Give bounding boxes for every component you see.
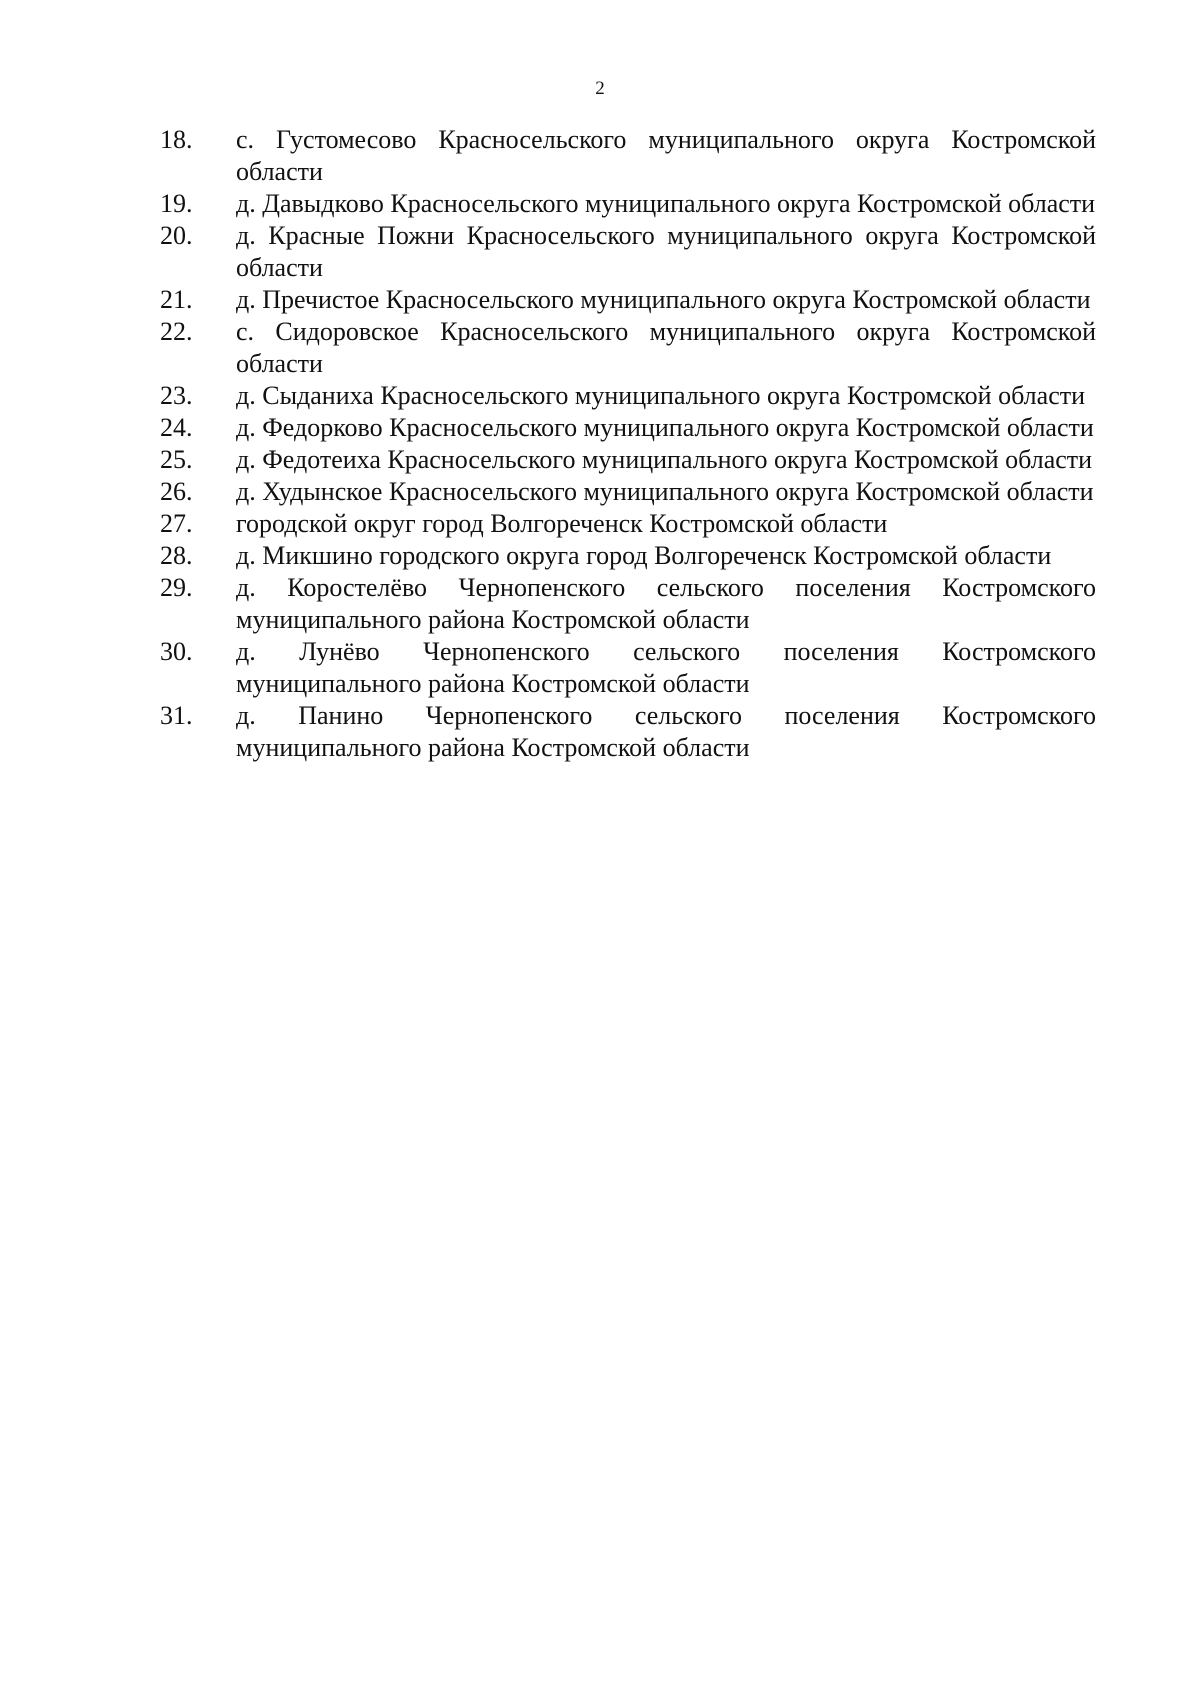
page-number: 2 — [595, 78, 605, 99]
list-item — [160, 444, 1096, 476]
list-item-text: с. Сидоровское Красносельского муниципального округа Костромской области — [236, 317, 1096, 378]
list-item-text: д. Федотеиха Красносельского муниципального округа Костромской области — [236, 445, 1093, 474]
list-item-number: 25. — [160, 445, 193, 474]
list-item-number: 23. — [160, 381, 193, 410]
list-item-number: 20. — [160, 221, 193, 250]
list-item-text: д. Панино Чернопенского сельского поселения Костромского муниципального района Костромской области — [236, 701, 1096, 762]
list-item-number: 22. — [160, 317, 193, 346]
list-item-number: 27. — [160, 509, 193, 538]
list-item-text: д. Сыданиха Красносельского муниципального округа Костромской области — [236, 381, 1086, 410]
list-item — [160, 700, 1096, 764]
list-item-number: 29. — [160, 573, 193, 602]
list-item-text: городской округ город Волгореченск Костромской области — [236, 509, 888, 538]
list-item — [160, 572, 1096, 636]
list-item — [160, 412, 1096, 444]
list-item-number: 26. — [160, 477, 193, 506]
list-item-number: 30. — [160, 637, 193, 666]
list-item-text: д. Федорково Красносельского муниципального округа Костромской области — [236, 413, 1094, 442]
list-item — [160, 316, 1096, 380]
list-item — [160, 124, 1096, 188]
list-item-text: д. Лунёво Чернопенского сельского поселения Костромского муниципального района Костромской области — [236, 637, 1096, 698]
list-item — [160, 476, 1096, 508]
settlement-list — [160, 124, 1096, 764]
list-item-number: 24. — [160, 413, 193, 442]
list-item — [160, 508, 1096, 540]
list-item-number: 18. — [160, 125, 193, 154]
list-item — [160, 380, 1096, 412]
list-item — [160, 188, 1096, 220]
list-item — [160, 636, 1096, 700]
list-item — [160, 220, 1096, 284]
list-item-text: д. Коростелёво Чернопенского сельского поселения Костромского муниципального района Костромской области — [236, 573, 1096, 634]
list-item-number: 21. — [160, 285, 193, 314]
list-item-text: с. Густомесово Красносельского муниципального округа Костромской области — [236, 125, 1096, 186]
list-item-text: д. Пречистое Красносельского муниципального округа Костромской области — [236, 285, 1091, 314]
list-item-text: д. Красные Пожни Красносельского муниципального округа Костромской области — [236, 221, 1096, 282]
list-item-number: 28. — [160, 541, 193, 570]
list-item — [160, 540, 1096, 572]
list-item-text: д. Давыдково Красносельского муниципального округа Костромской области — [236, 189, 1096, 218]
list-item-number: 31. — [160, 701, 193, 730]
list-item-number: 19. — [160, 189, 193, 218]
list-item-text: д. Худынское Красносельского муниципального округа Костромской области — [236, 477, 1094, 506]
list-item-text: д. Микшино городского округа город Волгореченск Костромской области — [236, 541, 1052, 570]
list-item — [160, 284, 1096, 316]
